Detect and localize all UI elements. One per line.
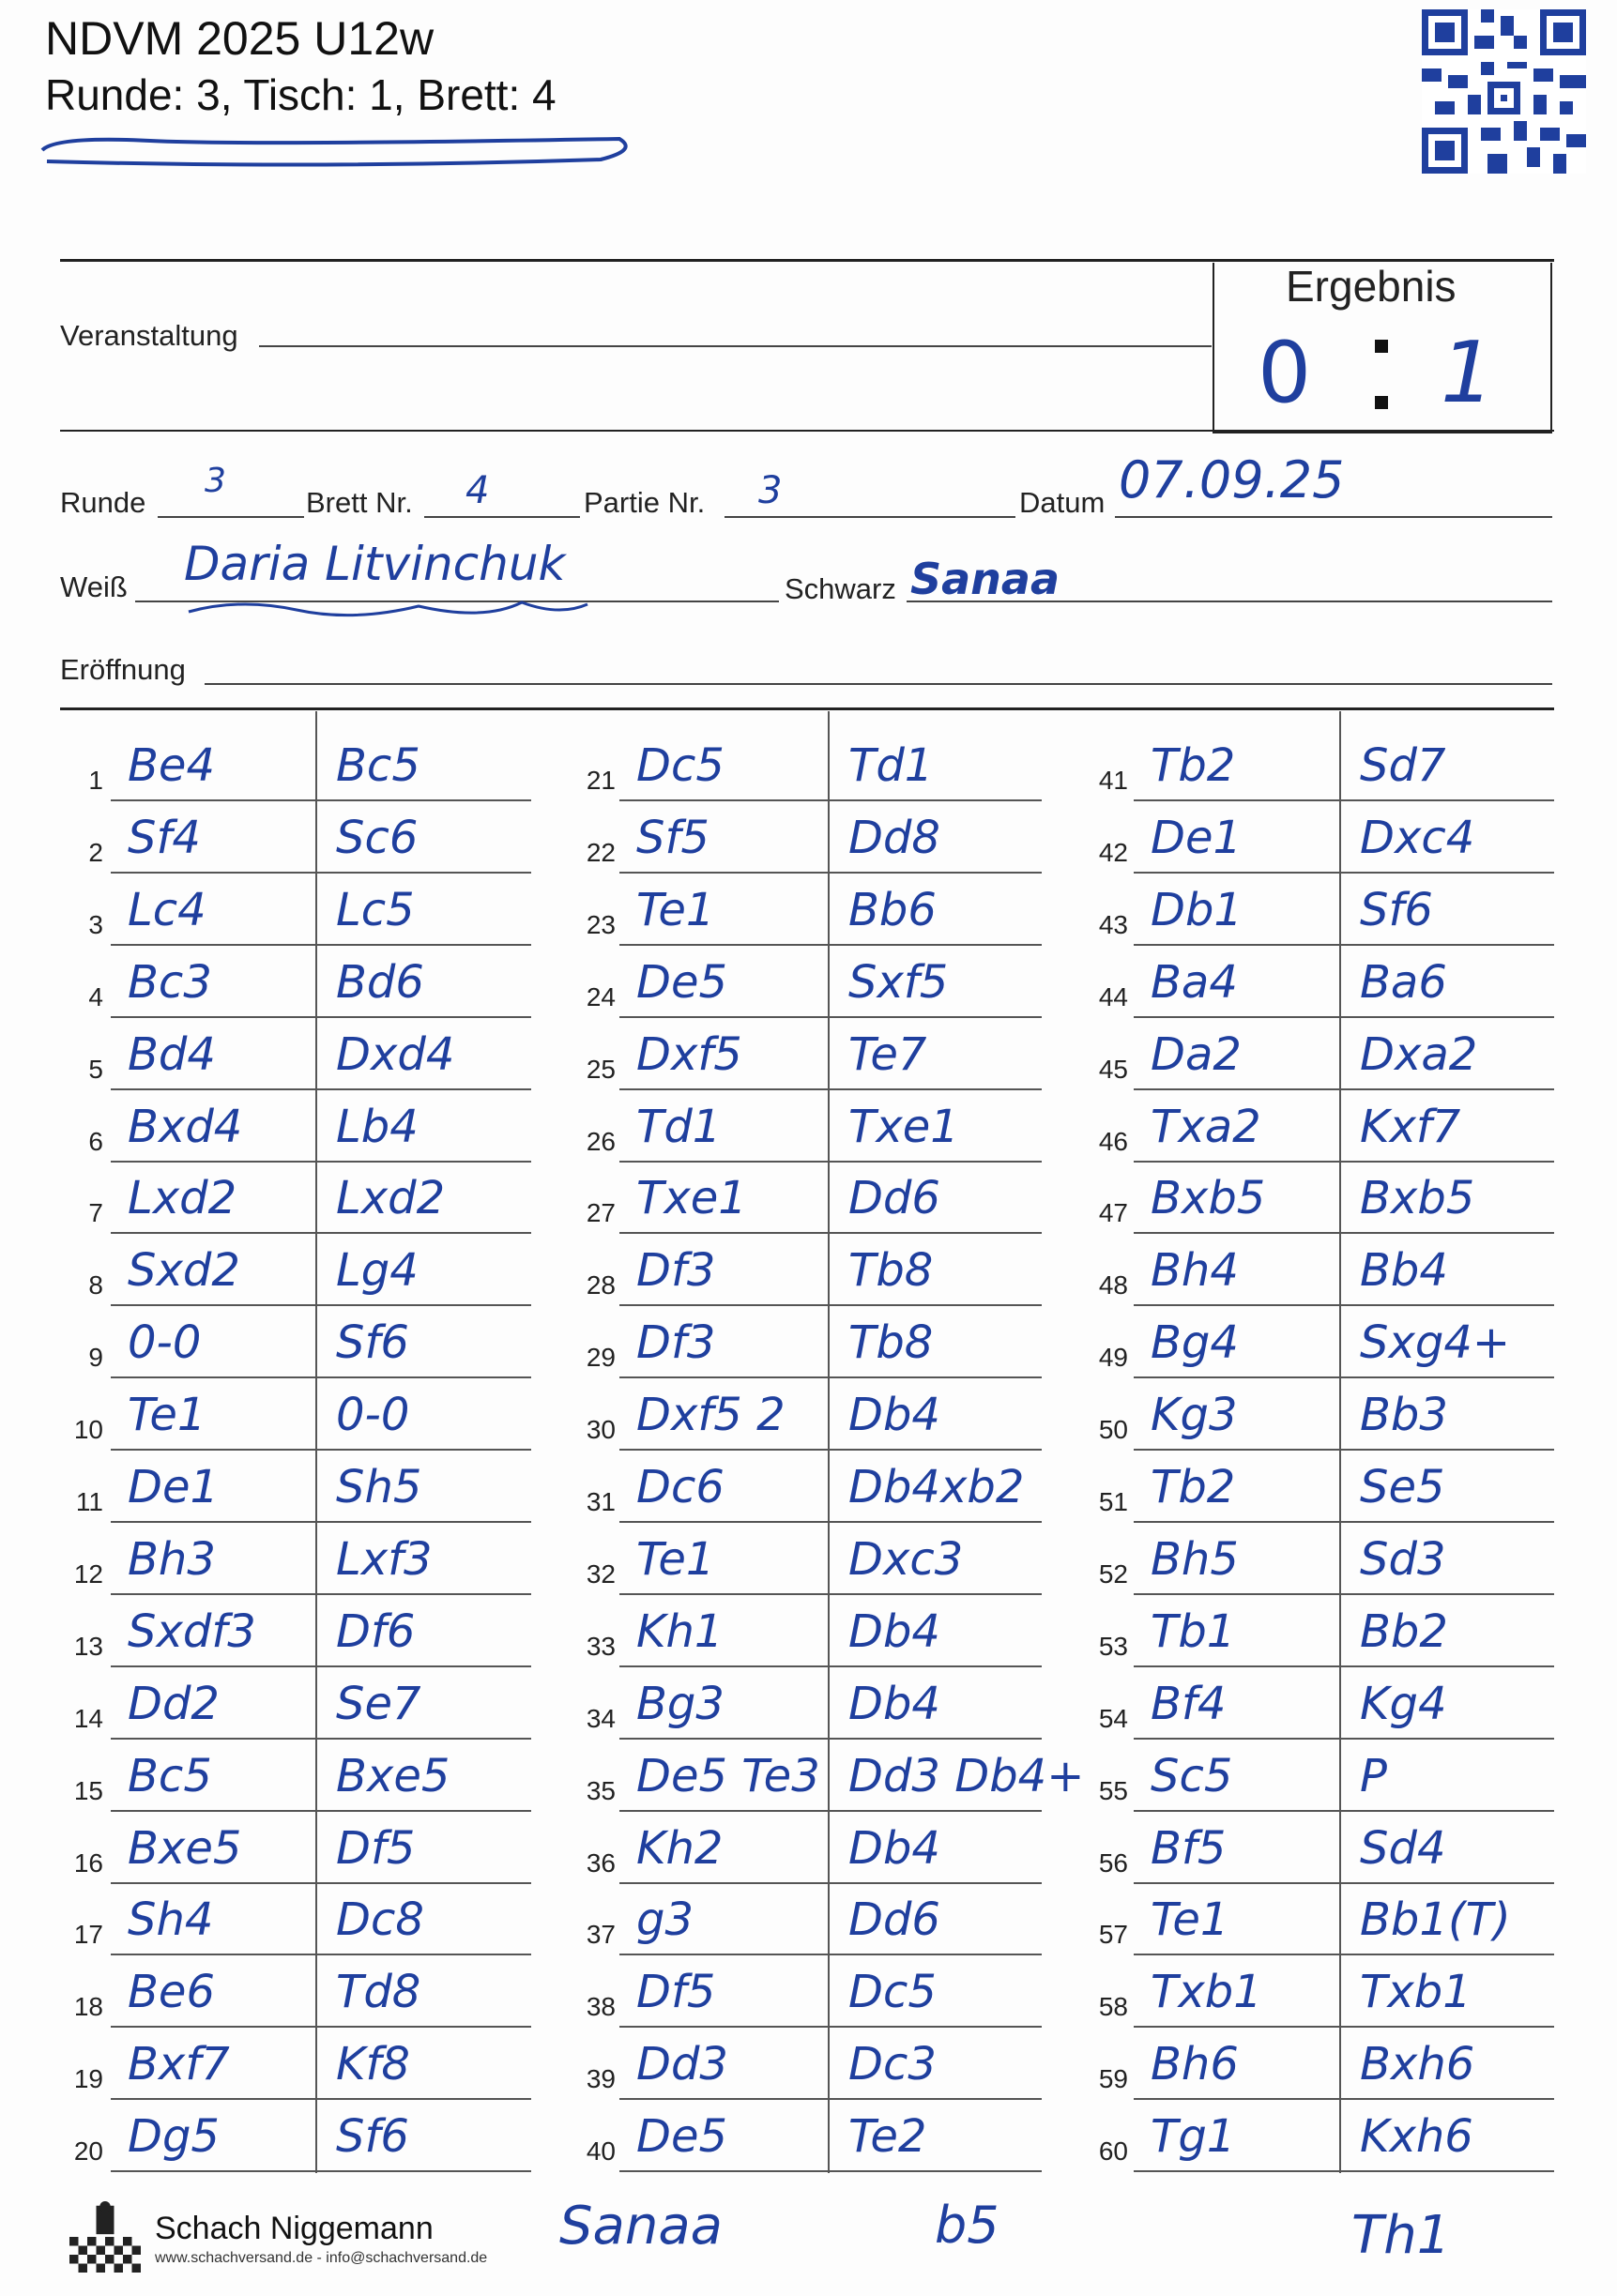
result-white: 0 bbox=[1258, 324, 1312, 422]
white-move: Tg1 bbox=[1151, 2110, 1236, 2164]
extra-note-th1: Th1 bbox=[1351, 2205, 1451, 2266]
move-row-line bbox=[619, 1088, 1042, 1090]
game-label: Partie Nr. bbox=[584, 486, 706, 519]
move-row-line bbox=[619, 872, 1042, 874]
black-label: Schwarz bbox=[785, 572, 896, 605]
move-row-line bbox=[1134, 1738, 1554, 1740]
white-move: Bc5 bbox=[128, 1749, 212, 1802]
move-row-line bbox=[1134, 1232, 1554, 1234]
move-row-line bbox=[111, 1161, 531, 1163]
black-move: Sh5 bbox=[336, 1461, 422, 1513]
move-number: 17 bbox=[73, 1920, 103, 1950]
black-move: Bxe5 bbox=[336, 1749, 450, 1802]
white-move: Sf5 bbox=[636, 811, 709, 864]
move-number: 34 bbox=[586, 1703, 616, 1733]
white-move: Dxf5 bbox=[636, 1027, 742, 1081]
black-move: Lxf3 bbox=[336, 1532, 433, 1586]
board-label: Brett Nr. bbox=[306, 486, 413, 519]
white-player: Daria Litvinchuk bbox=[184, 537, 566, 591]
white-label: Weiß bbox=[60, 570, 128, 603]
white-move: Sxd2 bbox=[128, 1244, 240, 1298]
move-number: 41 bbox=[1098, 766, 1128, 795]
black-move: Bb1(T) bbox=[1360, 1893, 1511, 1947]
white-move: Bh6 bbox=[1151, 2038, 1239, 2091]
black-move: Txe1 bbox=[848, 1100, 959, 1153]
move-row-line bbox=[619, 2026, 1042, 2028]
move-number: 48 bbox=[1098, 1270, 1128, 1300]
black-move: 0-0 bbox=[336, 1389, 410, 1442]
move-number: 31 bbox=[586, 1487, 616, 1516]
colon-dot-bottom bbox=[1375, 396, 1388, 409]
move-row-line bbox=[111, 1810, 531, 1812]
white-move: Bd4 bbox=[128, 1027, 216, 1081]
board-line bbox=[424, 516, 580, 518]
white-underline-scribble bbox=[184, 593, 597, 631]
white-move: Sc5 bbox=[1151, 1749, 1233, 1802]
white-move: Txe1 bbox=[636, 1172, 747, 1225]
move-row-line bbox=[619, 1376, 1042, 1378]
white-move: g3 bbox=[636, 1893, 694, 1947]
black-move: Dc8 bbox=[336, 1893, 424, 1947]
move-number: 47 bbox=[1098, 1198, 1128, 1228]
black-move: Bb6 bbox=[848, 883, 937, 936]
black-move: Dd8 bbox=[848, 811, 940, 864]
date-label: Datum bbox=[1019, 486, 1106, 519]
move-row-line bbox=[111, 1954, 531, 1955]
white-move: Df3 bbox=[636, 1244, 716, 1298]
move-row-line bbox=[111, 1449, 531, 1451]
move-number: 27 bbox=[586, 1198, 616, 1228]
black-move: Se7 bbox=[336, 1677, 421, 1730]
board-value: 4 bbox=[465, 469, 490, 512]
black-move: Sf6 bbox=[1360, 883, 1433, 936]
move-row-line bbox=[619, 1882, 1042, 1884]
move-number: 1 bbox=[88, 766, 103, 795]
move-number: 13 bbox=[73, 1631, 103, 1661]
move-number: 15 bbox=[73, 1775, 103, 1805]
move-number: 55 bbox=[1098, 1775, 1128, 1805]
move-number: 6 bbox=[88, 1126, 103, 1156]
move-row-line bbox=[111, 872, 531, 874]
move-row-line bbox=[111, 1593, 531, 1595]
move-row-line bbox=[111, 2170, 531, 2172]
round-line bbox=[158, 516, 304, 518]
white-move: De5 Te3 bbox=[636, 1749, 820, 1802]
chess-board-logo-icon bbox=[69, 2201, 141, 2273]
move-row-line bbox=[1134, 1593, 1554, 1595]
move-row-line bbox=[1134, 1161, 1554, 1163]
move-row-line bbox=[1134, 1376, 1554, 1378]
white-move: Ba4 bbox=[1151, 955, 1238, 1009]
white-move: Kh1 bbox=[636, 1604, 724, 1658]
move-row-line bbox=[111, 944, 531, 946]
white-move: Sh4 bbox=[128, 1893, 214, 1947]
black-move: Bxh6 bbox=[1360, 2038, 1475, 2091]
move-row-line bbox=[111, 799, 531, 801]
black-move: Kf8 bbox=[336, 2038, 410, 2091]
move-row-line bbox=[111, 1016, 531, 1018]
black-move: Kg4 bbox=[1360, 1677, 1447, 1730]
white-move: Sxdf3 bbox=[128, 1604, 256, 1658]
move-number: 14 bbox=[73, 1703, 103, 1733]
black-move: Bb3 bbox=[1360, 1389, 1448, 1442]
move-row-line bbox=[619, 1449, 1042, 1451]
white-move: Txa2 bbox=[1151, 1100, 1261, 1153]
white-move: Bc3 bbox=[128, 955, 212, 1009]
move-number: 46 bbox=[1098, 1126, 1128, 1156]
game-line bbox=[725, 516, 1015, 518]
round-value: 3 bbox=[205, 462, 226, 500]
black-move: Dxa2 bbox=[1360, 1027, 1478, 1081]
move-row-line bbox=[1134, 1088, 1554, 1090]
colon-dot-top bbox=[1375, 340, 1388, 353]
move-row-line bbox=[1134, 1016, 1554, 1018]
white-move: Be6 bbox=[128, 1966, 215, 2019]
move-row-line bbox=[619, 1232, 1042, 1234]
move-number: 9 bbox=[88, 1343, 103, 1373]
white-move: Tb2 bbox=[1151, 1461, 1236, 1513]
move-row-line bbox=[111, 1376, 531, 1378]
white-move: Bh4 bbox=[1151, 1244, 1239, 1298]
black-move: Df5 bbox=[336, 1821, 416, 1875]
white-move: Dg5 bbox=[128, 2110, 220, 2164]
black-move: Sxf5 bbox=[848, 955, 949, 1009]
date-value: 07.09.25 bbox=[1119, 450, 1345, 509]
white-move: Bxd4 bbox=[128, 1100, 243, 1153]
move-number: 38 bbox=[586, 1992, 616, 2022]
move-number: 11 bbox=[75, 1487, 103, 1516]
black-move: Dc5 bbox=[848, 1966, 937, 2019]
black-move: Bb2 bbox=[1360, 1604, 1448, 1658]
black-move: Dxd4 bbox=[336, 1027, 455, 1081]
move-number: 60 bbox=[1098, 2136, 1128, 2167]
white-move: Dc6 bbox=[636, 1461, 725, 1513]
move-number: 39 bbox=[586, 2064, 616, 2094]
black-move: Sd4 bbox=[1360, 1821, 1446, 1875]
black-move: Dxc3 bbox=[848, 1532, 964, 1586]
move-row-line bbox=[1134, 2026, 1554, 2028]
white-move: Be4 bbox=[128, 739, 215, 792]
move-number: 8 bbox=[88, 1270, 103, 1300]
black-move: Sf6 bbox=[336, 1316, 409, 1370]
black-move: Dc3 bbox=[848, 2038, 937, 2091]
black-move: Dd6 bbox=[848, 1893, 940, 1947]
white-move: Bg3 bbox=[636, 1677, 725, 1730]
move-number: 18 bbox=[73, 1992, 103, 2022]
date-line bbox=[1115, 516, 1552, 518]
black-move: Kxh6 bbox=[1360, 2110, 1473, 2164]
black-move: Sxg4+ bbox=[1360, 1316, 1511, 1370]
move-row-line bbox=[111, 1882, 531, 1884]
move-number: 23 bbox=[586, 909, 616, 939]
black-move: Td1 bbox=[848, 739, 934, 792]
move-number: 25 bbox=[586, 1054, 616, 1084]
black-move: Bb4 bbox=[1360, 1244, 1448, 1298]
event-label: Veranstaltung bbox=[60, 319, 238, 352]
move-row-line bbox=[1134, 799, 1554, 801]
black-move: Dd6 bbox=[848, 1172, 940, 1225]
black-move: Kxf7 bbox=[1360, 1100, 1461, 1153]
move-row-line bbox=[1134, 1665, 1554, 1667]
black-move: Df6 bbox=[336, 1604, 416, 1658]
move-number: 3 bbox=[88, 909, 103, 939]
white-move: 0-0 bbox=[128, 1316, 202, 1370]
white-move: Db1 bbox=[1151, 883, 1243, 936]
black-move: Lc5 bbox=[336, 883, 415, 936]
move-number: 20 bbox=[73, 2136, 103, 2167]
move-number: 59 bbox=[1098, 2064, 1128, 2094]
white-move: Tb1 bbox=[1151, 1604, 1236, 1658]
move-row-line bbox=[619, 1593, 1042, 1595]
white-move: Te1 bbox=[636, 883, 715, 936]
move-number: 49 bbox=[1098, 1343, 1128, 1373]
game-value: 3 bbox=[758, 469, 783, 512]
white-move: De1 bbox=[128, 1461, 220, 1513]
white-move: Tb2 bbox=[1151, 739, 1236, 792]
move-number: 30 bbox=[586, 1415, 616, 1445]
move-row-line bbox=[1134, 1954, 1554, 1955]
move-number: 24 bbox=[586, 981, 616, 1011]
move-number: 5 bbox=[88, 1054, 103, 1084]
move-row-line bbox=[1134, 1521, 1554, 1523]
black-move: Sd3 bbox=[1360, 1532, 1446, 1586]
opening-line bbox=[205, 683, 1552, 685]
round-table-board: Runde: 3, Tisch: 1, Brett: 4 bbox=[45, 70, 557, 119]
brand-contact: www.schachversand.de - info@schachversand.de bbox=[155, 2250, 488, 2266]
white-move: Dc5 bbox=[636, 739, 725, 792]
white-move: Dd2 bbox=[128, 1677, 220, 1730]
move-number: 22 bbox=[586, 837, 616, 867]
move-number: 45 bbox=[1098, 1054, 1128, 1084]
move-row-line bbox=[1134, 1304, 1554, 1306]
move-number: 37 bbox=[586, 1920, 616, 1950]
white-move: Bxe5 bbox=[128, 1821, 242, 1875]
move-number: 58 bbox=[1098, 1992, 1128, 2022]
move-number: 44 bbox=[1098, 981, 1128, 1011]
black-player: Sanaa bbox=[910, 554, 1060, 604]
white-move: Te1 bbox=[128, 1389, 206, 1442]
black-move: Dxc4 bbox=[1360, 811, 1475, 864]
move-row-line bbox=[619, 2170, 1042, 2172]
move-number: 42 bbox=[1098, 837, 1128, 867]
move-number: 53 bbox=[1098, 1631, 1128, 1661]
move-number: 40 bbox=[586, 2136, 616, 2167]
move-number: 16 bbox=[73, 1847, 103, 1878]
move-row-line bbox=[111, 1088, 531, 1090]
white-move: Lc4 bbox=[128, 883, 206, 936]
move-row-line bbox=[1134, 944, 1554, 946]
white-move: Te1 bbox=[1151, 1893, 1229, 1947]
move-number: 12 bbox=[73, 1559, 103, 1589]
move-row-line bbox=[619, 1521, 1042, 1523]
move-row-line bbox=[1134, 872, 1554, 874]
black-move: Se5 bbox=[1360, 1461, 1445, 1513]
black-move: Lg4 bbox=[336, 1244, 419, 1298]
extra-note-b5: b5 bbox=[935, 2196, 999, 2255]
black-move: Db4 bbox=[848, 1389, 940, 1442]
black-move: Sf6 bbox=[336, 2110, 409, 2164]
black-move: Txb1 bbox=[1360, 1966, 1472, 2019]
move-row-line bbox=[1134, 1449, 1554, 1451]
white-move: Bh3 bbox=[128, 1532, 216, 1586]
move-row-line bbox=[619, 1016, 1042, 1018]
move-number: 57 bbox=[1098, 1920, 1128, 1950]
move-row-line bbox=[619, 1810, 1042, 1812]
move-row-line bbox=[1134, 2098, 1554, 2100]
move-row-line bbox=[111, 2026, 531, 2028]
white-move: Td1 bbox=[636, 1100, 722, 1153]
move-row-line bbox=[111, 1738, 531, 1740]
white-move: Txb1 bbox=[1151, 1966, 1262, 2019]
black-move: Te2 bbox=[848, 2110, 927, 2164]
page-title: NDVM 2025 U12w bbox=[45, 12, 435, 65]
move-row-line bbox=[619, 2098, 1042, 2100]
move-row-line bbox=[619, 1304, 1042, 1306]
black-move: Dd3 Db4+ bbox=[848, 1749, 1085, 1802]
white-move: Te1 bbox=[636, 1532, 715, 1586]
black-move: Sd7 bbox=[1360, 739, 1446, 792]
white-move: Df5 bbox=[636, 1966, 716, 2019]
move-row-line bbox=[619, 1954, 1042, 1955]
result-label: Ergebnis bbox=[1286, 262, 1457, 311]
black-move: Tb8 bbox=[848, 1244, 934, 1298]
white-move: Sf4 bbox=[128, 811, 201, 864]
move-row-line bbox=[619, 1665, 1042, 1667]
black-move: Te7 bbox=[848, 1027, 927, 1081]
white-move: Bxb5 bbox=[1151, 1172, 1266, 1225]
white-move: De5 bbox=[636, 2110, 728, 2164]
move-row-line bbox=[1134, 2170, 1554, 2172]
black-move: Td8 bbox=[336, 1966, 421, 2019]
qr-code-icon bbox=[1422, 9, 1586, 174]
black-move: Db4 bbox=[848, 1604, 940, 1658]
move-row-line bbox=[111, 1232, 531, 1234]
move-number: 32 bbox=[586, 1559, 616, 1589]
move-number: 2 bbox=[88, 837, 103, 867]
white-move: De1 bbox=[1151, 811, 1243, 864]
move-row-line bbox=[1134, 1810, 1554, 1812]
white-move: Lxd2 bbox=[128, 1172, 237, 1225]
black-move: Lb4 bbox=[336, 1100, 419, 1153]
move-number: 19 bbox=[73, 2064, 103, 2094]
white-move: Dd3 bbox=[636, 2038, 728, 2091]
black-move: Ba6 bbox=[1360, 955, 1447, 1009]
move-number: 21 bbox=[586, 766, 616, 795]
move-number: 54 bbox=[1098, 1703, 1128, 1733]
black-move: P bbox=[1360, 1749, 1387, 1802]
move-number: 28 bbox=[586, 1270, 616, 1300]
extra-note-sanaa: Sanaa bbox=[559, 2196, 723, 2257]
white-move: Bf5 bbox=[1151, 1821, 1227, 1875]
move-number: 10 bbox=[73, 1415, 103, 1445]
black-move: Bc5 bbox=[336, 739, 420, 792]
white-move: Dxf5 2 bbox=[636, 1389, 786, 1442]
event-field-line bbox=[259, 345, 1212, 347]
move-row-line bbox=[111, 1665, 531, 1667]
white-move: Da2 bbox=[1151, 1027, 1242, 1081]
white-move: Kh2 bbox=[636, 1821, 724, 1875]
move-number: 33 bbox=[586, 1631, 616, 1661]
black-move: Bxb5 bbox=[1360, 1172, 1475, 1225]
move-number: 29 bbox=[586, 1343, 616, 1373]
opening-label: Eröffnung bbox=[60, 653, 186, 686]
move-number: 35 bbox=[586, 1775, 616, 1805]
black-move: Sc6 bbox=[336, 811, 419, 864]
result-black: 1 bbox=[1441, 324, 1495, 422]
black-move: Db4 bbox=[848, 1821, 940, 1875]
white-move: Bg4 bbox=[1151, 1316, 1239, 1370]
move-number: 4 bbox=[88, 981, 103, 1011]
move-row-line bbox=[111, 2098, 531, 2100]
move-number: 43 bbox=[1098, 909, 1128, 939]
move-number: 7 bbox=[88, 1198, 103, 1228]
move-number: 52 bbox=[1098, 1559, 1128, 1589]
brand-name: Schach Niggemann bbox=[155, 2211, 434, 2246]
move-row-line bbox=[619, 1738, 1042, 1740]
black-move: Db4xb2 bbox=[848, 1461, 1025, 1513]
move-number: 50 bbox=[1098, 1415, 1128, 1445]
move-row-line bbox=[619, 799, 1042, 801]
white-move: De5 bbox=[636, 955, 728, 1009]
black-move: Tb8 bbox=[848, 1316, 934, 1370]
move-row-line bbox=[619, 1161, 1042, 1163]
black-move: Db4 bbox=[848, 1677, 940, 1730]
white-move: Kg3 bbox=[1151, 1389, 1238, 1442]
white-move: Bxf7 bbox=[128, 2038, 230, 2091]
underline-scribble bbox=[38, 131, 657, 169]
move-number: 51 bbox=[1098, 1487, 1128, 1516]
move-number: 26 bbox=[586, 1126, 616, 1156]
round-label: Runde bbox=[60, 486, 146, 519]
move-number: 36 bbox=[586, 1847, 616, 1878]
moves-top-rule bbox=[60, 707, 1554, 710]
move-row-line bbox=[1134, 1882, 1554, 1884]
move-row-line bbox=[111, 1304, 531, 1306]
move-row-line bbox=[111, 1521, 531, 1523]
move-number: 56 bbox=[1098, 1847, 1128, 1878]
white-move: Bh5 bbox=[1151, 1532, 1239, 1586]
black-move: Bd6 bbox=[336, 955, 424, 1009]
move-row-line bbox=[619, 944, 1042, 946]
black-move: Lxd2 bbox=[336, 1172, 446, 1225]
white-move: Bf4 bbox=[1151, 1677, 1227, 1730]
white-move: Df3 bbox=[636, 1316, 716, 1370]
